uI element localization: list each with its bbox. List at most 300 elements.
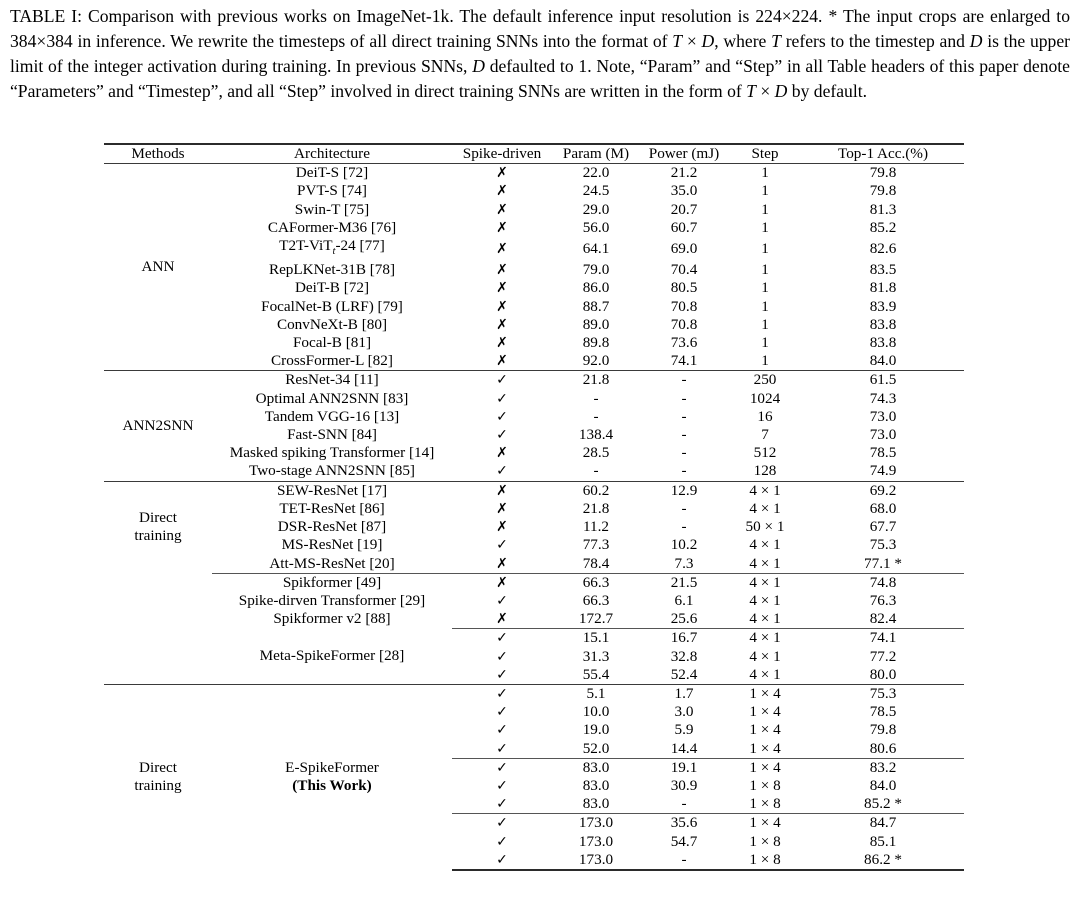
architecture-name: RepLKNet-31B [78]: [268, 261, 396, 279]
cross-icon: ✗: [496, 519, 508, 536]
architecture-name: DeiT-S [72]: [212, 164, 452, 183]
power-value: 60.7: [670, 218, 698, 236]
power-value: 25.6: [670, 610, 698, 628]
step-value: 1 × 4: [749, 739, 781, 757]
step-value: 128: [753, 462, 777, 480]
spike-driven-value: [452, 481, 552, 500]
step-value: 1: [761, 182, 769, 200]
param-value: 78.4: [582, 554, 610, 572]
power-value: 6.1: [674, 591, 694, 609]
architecture-name: Spikformer [49]: [212, 573, 452, 592]
step-value: 1: [728, 164, 802, 183]
check-icon: ✓: [496, 648, 508, 665]
power-value: 21.5: [640, 573, 728, 592]
power-value: 54.7: [670, 832, 698, 850]
spike-driven-value: [452, 703, 552, 721]
spike-driven-value: [452, 610, 552, 629]
accuracy-value: 82.6: [869, 240, 897, 258]
architecture-name: SEW-ResNet [17]: [212, 481, 452, 500]
table-row: [104, 219, 964, 237]
accuracy-value: 61.5: [802, 371, 964, 390]
check-icon: ✓: [496, 390, 508, 407]
spike-driven-value: [452, 833, 552, 851]
param-value: 66.3: [552, 573, 640, 592]
accuracy-value: 83.5: [869, 261, 897, 279]
param-value: 79.0: [582, 261, 610, 279]
spike-driven-value: [452, 390, 552, 408]
accuracy-value: 84.0: [869, 352, 897, 370]
param-value: 138.4: [578, 426, 614, 444]
param-value: 55.4: [582, 665, 610, 683]
architecture-name: DeiT-B [72]: [294, 279, 370, 297]
step-value: 4 × 1: [749, 647, 781, 665]
architecture-name: Fast-SNN [84]: [287, 426, 377, 444]
architecture-name: Spike-dirven Transformer [29]: [238, 591, 426, 609]
param-value: 89.8: [582, 334, 610, 352]
accuracy-value: 84.0: [869, 776, 897, 794]
power-value: -: [681, 389, 687, 407]
architecture-name: ConvNeXt-B [80]: [276, 315, 388, 333]
step-value: 4 × 1: [749, 554, 781, 572]
step-value: 1 × 8: [749, 795, 781, 813]
step-value: 1: [761, 352, 769, 370]
spike-driven-value: [452, 182, 552, 200]
spike-driven-value: [452, 352, 552, 371]
table-row: [104, 592, 964, 610]
header-acc: Top-1 Acc.(%): [802, 144, 964, 164]
accuracy-value: 79.8: [869, 182, 897, 200]
step-value: 1: [761, 279, 769, 297]
step-value: 4 × 1: [728, 573, 802, 592]
spike-driven-value: [452, 261, 552, 279]
power-value: -: [681, 426, 687, 444]
step-value: 1: [761, 200, 769, 218]
step-value: 4 × 1: [728, 481, 802, 500]
accuracy-value: 84.7: [802, 814, 964, 833]
table-row: [104, 481, 964, 500]
architecture-name: Two-stage ANN2SNN [85]: [249, 462, 415, 480]
accuracy-value: 75.3: [802, 684, 964, 703]
power-value: 12.9: [640, 481, 728, 500]
step-value: 1 × 8: [728, 851, 802, 870]
imagenet-comparison-table: [104, 143, 964, 871]
spike-driven-value: [452, 334, 552, 352]
architecture-name: Focal-B [81]: [292, 334, 372, 352]
accuracy-value: 74.1: [802, 629, 964, 648]
methods-label: [104, 629, 212, 685]
accuracy-value: 79.8: [869, 721, 897, 739]
step-value: 1 × 4: [749, 703, 781, 721]
step-value: 7: [761, 426, 769, 444]
methods-label-line: ANN2SNN: [122, 416, 194, 434]
step-value: 1 × 4: [728, 758, 802, 777]
check-icon: ✓: [496, 427, 508, 444]
power-value: 30.9: [670, 776, 698, 794]
cross-icon: ✗: [496, 183, 508, 200]
check-icon: ✓: [496, 537, 508, 554]
spike-driven-value: [452, 518, 552, 536]
check-icon: ✓: [496, 759, 508, 776]
spike-driven-value: [452, 371, 552, 390]
cross-icon: ✗: [496, 500, 508, 517]
param-value: 21.8: [552, 371, 640, 390]
accuracy-value: 74.8: [802, 573, 964, 592]
power-value: 35.0: [670, 182, 698, 200]
cross-icon: ✗: [496, 574, 508, 591]
spike-driven-value: [452, 426, 552, 444]
param-value: 173.0: [578, 832, 614, 850]
step-value: 1: [761, 297, 769, 315]
power-value: -: [681, 518, 687, 536]
accuracy-value: 74.9: [869, 462, 897, 480]
methods-label: [104, 684, 212, 870]
methods-label-line: training: [134, 777, 182, 795]
spike-driven-value: [452, 740, 552, 759]
methods-label-line: ANN: [141, 258, 175, 276]
power-value: 3.0: [674, 703, 694, 721]
step-value: 1: [761, 240, 769, 258]
power-value: -: [681, 462, 687, 480]
accuracy-value: 77.2: [869, 647, 897, 665]
table-row: [104, 555, 964, 574]
power-value: -: [681, 499, 687, 517]
cross-icon: ✗: [496, 353, 508, 370]
methods-label: [104, 481, 212, 573]
cross-icon: ✗: [496, 482, 508, 499]
architecture-name: Tandem VGG-16 [13]: [264, 407, 400, 425]
architecture-name: MS-ResNet [19]: [281, 536, 383, 554]
header-architecture: Architecture: [212, 144, 452, 164]
table-row: [104, 164, 964, 183]
power-value: 1.7: [640, 684, 728, 703]
architecture-label-line: (This Work): [292, 777, 372, 795]
spike-driven-value: [452, 666, 552, 685]
power-value: -: [640, 371, 728, 390]
spike-driven-value: [452, 462, 552, 481]
table-row: [104, 629, 964, 648]
accuracy-value: 67.7: [869, 518, 897, 536]
methods-label: [104, 164, 212, 371]
table-row: [104, 426, 964, 444]
table-row: [104, 408, 964, 426]
accuracy-value: 83.2: [802, 758, 964, 777]
step-value: 1024: [749, 389, 781, 407]
spike-driven-value: [452, 536, 552, 554]
param-value: 21.8: [582, 499, 610, 517]
accuracy-value: 68.0: [869, 499, 897, 517]
check-icon: ✓: [496, 704, 508, 721]
param-value: 88.7: [582, 297, 610, 315]
param-value: 29.0: [582, 200, 610, 218]
param-value: 15.1: [552, 629, 640, 648]
step-value: 4 × 1: [749, 665, 781, 683]
table-row: [104, 201, 964, 219]
param-value: 10.0: [582, 703, 610, 721]
step-value: 50 × 1: [745, 518, 785, 536]
spike-driven-value: [452, 814, 552, 833]
accuracy-value: 86.2 *: [802, 851, 964, 870]
check-icon: ✓: [496, 777, 508, 794]
power-value: -: [681, 444, 687, 462]
param-value: 89.0: [582, 315, 610, 333]
step-value: 1 × 8: [749, 832, 781, 850]
param-value: 92.0: [582, 352, 610, 370]
methods-label-line: training: [134, 527, 182, 545]
spike-driven-value: [452, 316, 552, 334]
architecture-name: CAFormer-M36 [76]: [267, 218, 397, 236]
accuracy-value: 69.2: [802, 481, 964, 500]
spike-driven-value: [452, 408, 552, 426]
architecture-name: Att-MS-ResNet [20]: [269, 554, 395, 572]
step-value: 1: [761, 315, 769, 333]
spike-driven-value: [452, 629, 552, 648]
power-value: 70.8: [670, 315, 698, 333]
table-row: [104, 371, 964, 390]
param-value: 60.2: [552, 481, 640, 500]
param-value: 83.0: [552, 758, 640, 777]
table-row: [104, 444, 964, 462]
architecture-name: Swin-T [75]: [294, 200, 370, 218]
accuracy-value: 85.2: [869, 218, 897, 236]
cross-icon: ✗: [496, 445, 508, 462]
step-value: 512: [753, 444, 777, 462]
accuracy-value: 77.1 *: [864, 554, 902, 572]
power-value: 70.8: [670, 297, 698, 315]
cross-icon: ✗: [496, 335, 508, 352]
power-value: 52.4: [670, 665, 698, 683]
table-row: [104, 298, 964, 316]
architecture-name: T2T-ViT$_t$-24 [77]: [279, 237, 385, 258]
spike-driven-value: [452, 777, 552, 795]
step-value: 1: [761, 218, 769, 236]
spike-driven-value: [452, 721, 552, 739]
check-icon: ✓: [496, 408, 508, 425]
accuracy-value: 80.6: [869, 739, 897, 757]
methods-label-line: Direct: [139, 509, 177, 527]
spike-driven-value: [452, 555, 552, 574]
param-value: 64.1: [582, 240, 610, 258]
table-row: [104, 536, 964, 554]
power-value: 7.3: [674, 554, 694, 572]
check-icon: ✓: [496, 592, 508, 609]
param-value: 172.7: [578, 610, 614, 628]
power-value: 19.1: [640, 758, 728, 777]
table-body: [104, 144, 964, 870]
architecture-name: CrossFormer-L [82]: [271, 352, 393, 370]
table-row: [104, 334, 964, 352]
spike-driven-value: [452, 648, 552, 666]
table-header-row: [104, 144, 964, 164]
methods-label: [104, 371, 212, 481]
check-icon: ✓: [496, 630, 508, 647]
step-value: 1 × 4: [728, 684, 802, 703]
step-value: 4 × 1: [749, 610, 781, 628]
architecture-name: ResNet-34 [11]: [212, 371, 452, 390]
power-value: -: [681, 407, 687, 425]
check-icon: ✓: [496, 666, 508, 683]
cross-icon: ✗: [496, 555, 508, 572]
header-power: Power (mJ): [640, 144, 728, 164]
table-row: [104, 279, 964, 297]
power-value: 10.2: [670, 536, 698, 554]
param-value: 66.3: [582, 591, 610, 609]
step-value: 4 × 1: [749, 591, 781, 609]
param-value: 52.0: [582, 739, 610, 757]
param-value: 83.0: [582, 776, 610, 794]
architecture-label: [212, 629, 452, 685]
architecture-name: PVT-S [74]: [297, 182, 367, 200]
step-value: 1: [761, 334, 769, 352]
power-value: 32.8: [670, 647, 698, 665]
accuracy-value: 80.0: [869, 665, 897, 683]
spike-driven-value: [452, 795, 552, 814]
param-value: 56.0: [582, 218, 610, 236]
architecture-name: TET-ResNet [86]: [279, 499, 385, 517]
param-value: 28.5: [582, 444, 610, 462]
table-row: [104, 316, 964, 334]
check-icon: ✓: [496, 740, 508, 757]
check-icon: ✓: [496, 372, 508, 389]
header-param: Param (M): [552, 144, 640, 164]
spike-driven-value: [452, 298, 552, 316]
param-value: 31.3: [582, 647, 610, 665]
accuracy-value: 76.3: [869, 591, 897, 609]
architecture-name: DSR-ResNet [87]: [277, 518, 387, 536]
power-value: 70.4: [670, 261, 698, 279]
header-methods: Methods: [104, 144, 212, 164]
power-value: 73.6: [670, 334, 698, 352]
spike-driven-value: [452, 758, 552, 777]
param-value: 173.0: [552, 851, 640, 870]
accuracy-value: 81.8: [869, 279, 897, 297]
accuracy-value: 81.3: [869, 200, 897, 218]
accuracy-value: 74.3: [869, 389, 897, 407]
table-caption: TABLE I: Comparison with previous works on ImageNet-1k. The default inference input resolution is 224×224. * The input crops are enlarged to 384×384 in inference. We rewrite the timesteps of all direct training SNNs into the format of T × D, where T refers to the timestep and D is the upper limit of the integer activation during training. In previous SNNs, D defaulted to 1. Note, “Param” and “Step” in all Table headers of this paper denote “Parameters” and “Timestep”, and all “Step” involved in direct training SNNs are written in the form of T × D by default.: [10, 6, 1070, 101]
step-value: 250: [728, 371, 802, 390]
accuracy-value: 78.5: [869, 444, 897, 462]
power-value: -: [640, 851, 728, 870]
step-value: 1: [761, 261, 769, 279]
power-value: 5.9: [674, 721, 694, 739]
table-row: [104, 237, 964, 261]
architecture-name: Masked spiking Transformer [14]: [229, 444, 435, 462]
power-value: 16.7: [640, 629, 728, 648]
spike-driven-value: [452, 444, 552, 462]
param-value: -: [593, 462, 599, 480]
step-value: 1 × 4: [749, 721, 781, 739]
spike-driven-value: [452, 201, 552, 219]
architecture-label-line: Meta-SpikeFormer [28]: [259, 647, 405, 665]
table-row: [104, 684, 964, 703]
param-value: 22.0: [552, 164, 640, 183]
spike-driven-value: [452, 684, 552, 703]
spike-driven-value: [452, 592, 552, 610]
cross-icon: ✗: [496, 262, 508, 279]
comparison-table: [104, 143, 964, 871]
accuracy-value: 85.2 *: [864, 795, 902, 813]
accuracy-value: 78.5: [869, 703, 897, 721]
param-value: -: [593, 389, 599, 407]
table-row: [104, 573, 964, 592]
cross-icon: ✗: [496, 298, 508, 315]
methods-label: [104, 573, 212, 629]
cross-icon: ✗: [496, 611, 508, 628]
cross-icon: ✗: [496, 201, 508, 218]
check-icon: ✓: [496, 463, 508, 480]
power-value: 74.1: [670, 352, 698, 370]
cross-icon: ✗: [496, 165, 508, 182]
power-value: 20.7: [670, 200, 698, 218]
param-value: -: [593, 407, 599, 425]
header-step: Step: [728, 144, 802, 164]
architecture-name: Spikformer v2 [88]: [273, 610, 391, 628]
spike-driven-value: [452, 279, 552, 297]
check-icon: ✓: [496, 722, 508, 739]
table-row: [104, 610, 964, 629]
architecture-label-line: E-SpikeFormer: [285, 759, 379, 777]
power-value: 21.2: [640, 164, 728, 183]
check-icon: ✓: [496, 851, 508, 868]
cross-icon: ✗: [496, 316, 508, 333]
spike-driven-value: [452, 573, 552, 592]
table-row: [104, 462, 964, 481]
step-value: 4 × 1: [728, 629, 802, 648]
param-value: 11.2: [582, 518, 609, 536]
accuracy-value: 83.9: [869, 297, 897, 315]
param-value: 173.0: [552, 814, 640, 833]
step-value: 1 × 4: [728, 814, 802, 833]
accuracy-value: 83.8: [869, 315, 897, 333]
param-value: 24.5: [582, 182, 610, 200]
accuracy-value: 73.0: [869, 426, 897, 444]
accuracy-value: 75.3: [869, 536, 897, 554]
step-value: 4 × 1: [749, 499, 781, 517]
check-icon: ✓: [496, 815, 508, 832]
power-value: 69.0: [670, 240, 698, 258]
architecture-label: [212, 684, 452, 870]
spike-driven-value: [452, 219, 552, 237]
param-value: 86.0: [582, 279, 610, 297]
step-value: 16: [757, 407, 773, 425]
spike-driven-value: [452, 500, 552, 518]
power-value: 35.6: [640, 814, 728, 833]
power-value: 80.5: [670, 279, 698, 297]
architecture-name: FocalNet-B (LRF) [79]: [261, 297, 403, 315]
param-value: 77.3: [582, 536, 610, 554]
spike-driven-value: [452, 164, 552, 183]
spike-driven-value: [452, 851, 552, 870]
accuracy-value: 83.8: [869, 334, 897, 352]
table-row: [104, 352, 964, 371]
architecture-name: Optimal ANN2SNN [83]: [255, 389, 409, 407]
table-row: [104, 500, 964, 518]
table-row: [104, 182, 964, 200]
power-value: 14.4: [670, 739, 698, 757]
table-row: [104, 390, 964, 408]
accuracy-value: 82.4: [869, 610, 897, 628]
param-value: 19.0: [582, 721, 610, 739]
methods-label-line: Direct: [139, 759, 177, 777]
table-row: [104, 261, 964, 279]
accuracy-value: 73.0: [869, 407, 897, 425]
param-value: 83.0: [582, 795, 610, 813]
cross-icon: ✗: [496, 280, 508, 297]
table-row: [104, 518, 964, 536]
cross-icon: ✗: [496, 219, 508, 236]
accuracy-value: 79.8: [802, 164, 964, 183]
check-icon: ✓: [496, 685, 508, 702]
accuracy-value: 85.1: [869, 832, 897, 850]
